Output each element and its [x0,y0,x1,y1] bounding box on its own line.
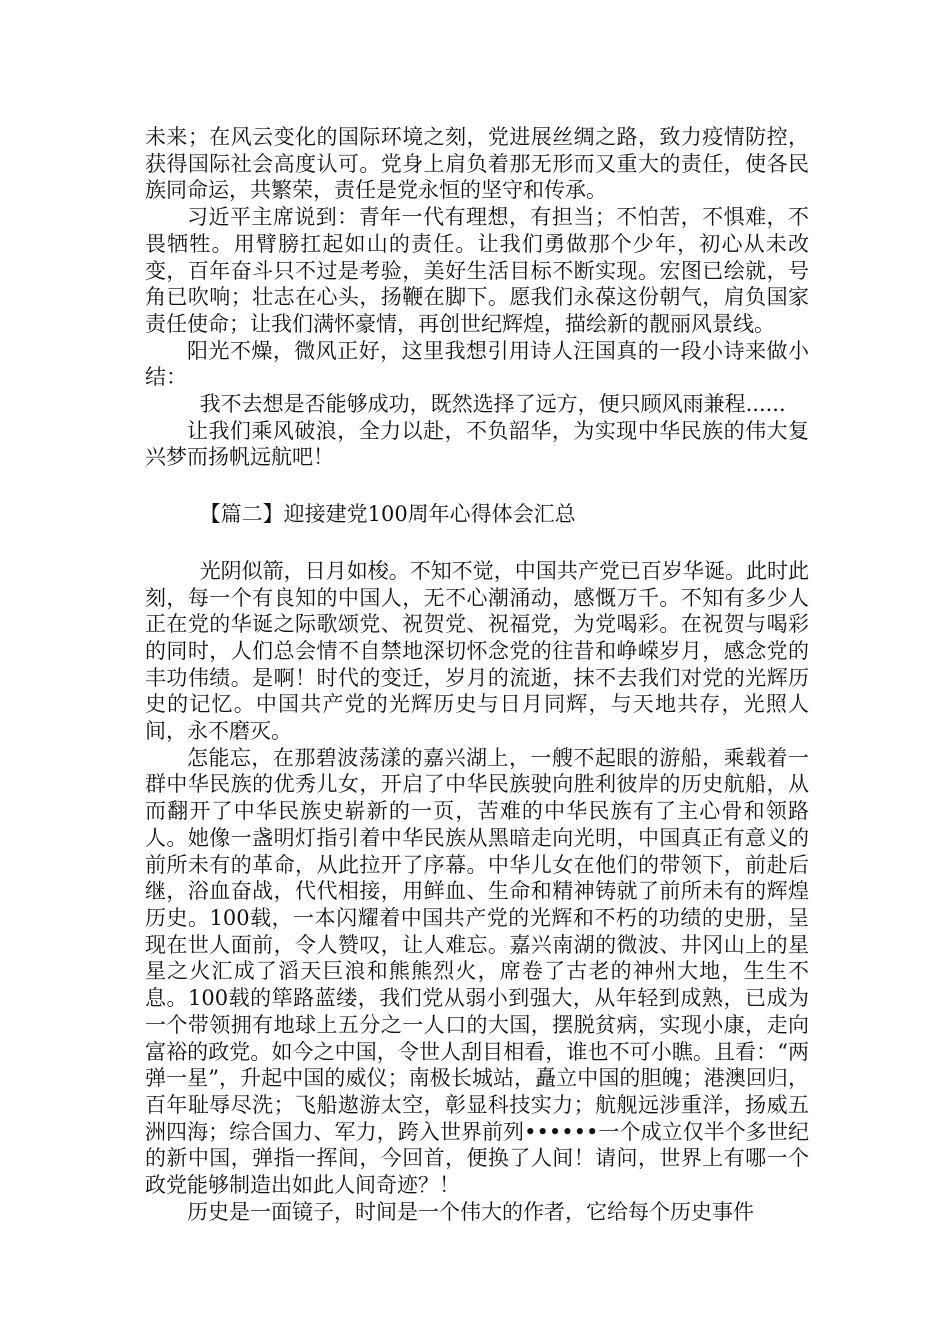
paragraph: 阳光不燥，微风正好，这里我想引用诗人汪国真的一段小诗来做小结： [145,338,809,390]
paragraph: 历史是一面镜子，时间是一个伟大的作者，它给每个历史事件 [187,1199,754,1224]
section-heading: 【篇二】迎接建党100周年心得体会汇总 [199,502,576,527]
poem-quote: 我不去想是否能够成功，既然选择了远方，便只顾风雨兼程...... [199,392,786,417]
document-page [145,124,809,1225]
paragraph: 让我们乘风破浪，全力以赴，不负韶华，为实现中华民族的伟大复兴梦而扬帆远航吧！ [145,418,809,470]
paragraph: 习近平主席说到：青年一代有理想，有担当；不怕苦，不惧难，不畏牺牲。用臂膀扛起如山的责任。让我们勇做那个少年，初心从未改变，百年奋斗只不过是考验，美好生活目标不断实现。宏图已绘就，号角已吹响；壮志在心头，扬鞭在脚下。愿我们永葆这份朝气，肩负国家责任使命；让我们满怀豪情，再创世纪辉煌，描绘新的靓丽风景线。 [145,205,809,336]
paragraph: 怎能忘，在那碧波荡漾的嘉兴湖上，一艘不起眼的游船，乘载着一群中华民族的优秀儿女，开启了中华民族驶向胜利彼岸的历史航船，从而翻开了中华民族史崭新的一页，苦难的中华民族有了主心骨和领路人。她像一盏明灯指引着中华民族从黑暗走向光明，中国真正有意义的前所未有的革命，从此拉开了序幕。中华儿女在他们的带领下，前赴后继，浴血奋战，代代相接，用鲜血、生命和精神铸就了前所未有的辉煌历史。100载，一本闪耀着中国共产党的光辉和不朽的功绩的史册，呈现在世人面前，令人赞叹，让人难忘。嘉兴南湖的微波、井冈山上的星星之火汇成了滔天巨浪和熊熊烈火，席卷了古老的神州大地，生生不息。100载的筚路蓝缕，我们党从弱小到强大，从年轻到成熟，已成为一个带领拥有地球上五分之一人口的大国，摆脱贫病，实现小康，走向富裕的政党。如今之中国，令世人刮目相看，谁也不可小瞧。且看：“两弹一星”，升起中国的威仪；南极长城站，矗立中国的胆魄；港澳回归，百年耻辱尽洗；飞船遨游太空，彰显科技实力；航舰远涉重洋，扬威五洲四海；综合国力、军力，跨入世界前列••••••一个成立仅半个多世纪的新中国，弹指一挥间，今回首，便换了人间！请问，世界上有哪一个政党能够制造出如此人间奇迹？！ [145,745,809,1198]
paragraph: 光阴似箭，日月如梭。不知不觉，中国共产党已百岁华诞。此时此刻，每一个有良知的中国人，无不心潮涌动，感慨万千。不知有多少人正在党的华诞之际歌颂党、祝贺党、祝福党，为党喝彩。在祝贺与喝彩的同时，人们总会情不自禁地深切怀念党的往昔和峥嵘岁月，感念党的丰功伟绩。是啊！时代的变迁，岁月的流逝，抹不去我们对党的光辉历史的记忆。中国共产党的光辉历史与日月同辉，与天地共存，光照人间，永不磨灭。 [145,558,809,744]
paragraph: 未来；在风云变化的国际环境之刻，党进展丝绸之路，致力疫情防控，获得国际社会高度认可。党身上肩负着那无形而又重大的责任，使各民族同命运，共繁荣，责任是党永恒的坚守和传承。 [145,125,809,203]
